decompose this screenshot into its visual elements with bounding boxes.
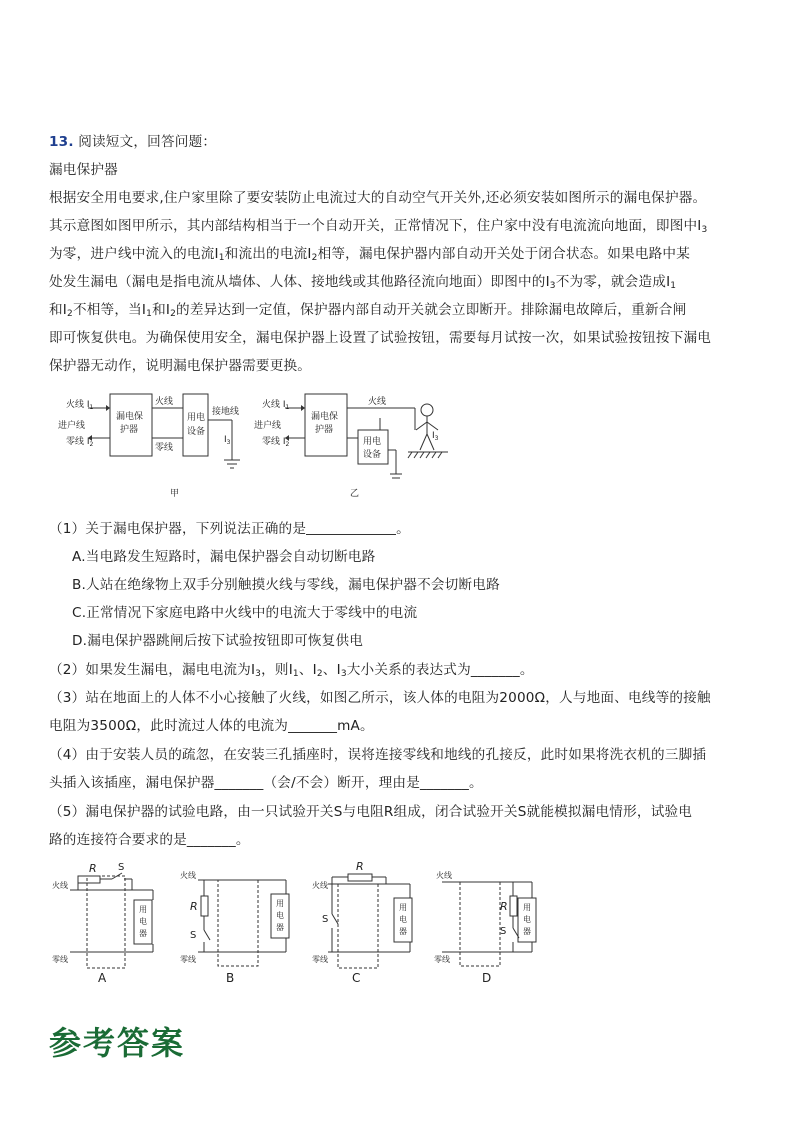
passage-line-3: 为零，进户线中流入的电流$I_1$和流出的电流$I_2$相等，漏电保护器内部自动开关处于闭合状态。如果电路中某 [49, 246, 691, 263]
svg-text:器: 器 [523, 927, 531, 936]
svg-text:护器: 护器 [120, 425, 139, 435]
svg-text:设备: 设备 [363, 450, 382, 460]
svg-text:火线 I1: 火线 $I_1$ [66, 400, 94, 411]
label-d: D [482, 971, 492, 985]
passage-line-1: 根据安全用电要求,住户家里除了要安装防止电流过大的自动空气开关外,还必须安装如图所示的漏电保护器。 [49, 190, 707, 206]
part-5-line-2: 路的连接符合要求的是_______。 [49, 832, 250, 848]
svg-text:用电: 用电 [363, 437, 382, 447]
svg-text:S: S [322, 914, 329, 925]
person-icon [421, 404, 433, 416]
passage-line-2: 其示意图如图甲所示，其内部结构相当于一个自动开关，正常情况下，住户家中没有电流流向地面，即图中$I_3$ [49, 218, 708, 235]
svg-text:零线 I2: 零线 $I_2$ [66, 437, 94, 448]
svg-text:电: 电 [276, 911, 284, 920]
circuit-d-protector [460, 882, 500, 966]
circuit-c-protector [338, 884, 378, 968]
option-b: B.人站在绝缘物上双手分别触摸火线与零线，漏电保护器不会切断电路 [72, 577, 500, 593]
svg-text:火线: 火线 [180, 871, 196, 880]
svg-text:火线: 火线 [368, 397, 387, 407]
passage-line-4: 处发生漏电（漏电是指电流从墙体、人体、接地线或其他路径流向地面）即图中的$I_3$不为零，就会造成$I_1$ [49, 274, 677, 291]
label-a: A [98, 971, 107, 985]
svg-text:用: 用 [523, 903, 531, 912]
question-number: 13. [49, 134, 74, 150]
option-a: A.当电路发生短路时，漏电保护器会自动切断电路 [72, 549, 376, 565]
svg-text:电: 电 [523, 915, 531, 924]
svg-text:R: R [89, 862, 97, 875]
svg-text:S: S [500, 926, 507, 937]
option-d: D.漏电保护器跳闸后按下试验按钮即可恢复供电 [72, 633, 364, 649]
part-4-line-2: 头插入该插座，漏电保护器_______（会/不会）断开，理由是_______。 [49, 775, 483, 791]
part-3-line-1: （3）站在地面上的人体不小心接触了火线，如图乙所示，该人体的电阻为2000Ω，人与地面、电线等的接触 [49, 690, 711, 706]
question-prompt: 阅读短文，回答问题： [78, 134, 217, 150]
part-4-line-1: （4）由于安装人员的疏忽，在安装三孔插座时，误将连接零线和地线的孔接反，此时如果将洗衣机的三脚插 [49, 747, 707, 763]
appliance-box-left [183, 394, 208, 456]
label-c: C [352, 971, 361, 985]
question-header [49, 132, 216, 152]
svg-text:进户线: 进户线 [254, 421, 282, 431]
part-5-line-1: （5）漏电保护器的试验电路，由一只试验开关S与电阻R组成，闭合试验开关S就能模拟漏电情形，试验电 [49, 804, 693, 820]
svg-text:零线: 零线 [180, 955, 196, 964]
svg-text:设备: 设备 [187, 427, 206, 437]
label-b: B [226, 971, 235, 985]
passage-line-7: 保护器无动作，说明漏电保护器需要更换。 [49, 358, 312, 374]
svg-text:火线: 火线 [155, 397, 174, 407]
circuit-d-resistor [510, 896, 517, 916]
svg-text:零线: 零线 [155, 443, 174, 453]
answer-section-title: 参考答案 [49, 1024, 186, 1062]
part-1: （1）关于漏电保护器，下列说法正确的是 。 [49, 521, 410, 537]
svg-text:用: 用 [276, 899, 284, 908]
svg-text:火线: 火线 [312, 881, 328, 890]
svg-text:电: 电 [399, 915, 407, 924]
svg-text:器: 器 [139, 929, 147, 938]
svg-text:S: S [118, 862, 125, 873]
svg-text:零线 I2: 零线 $I_2$ [262, 437, 290, 448]
figure-leakage-protector [50, 392, 470, 504]
svg-text:用电: 用电 [187, 413, 206, 423]
figure-test-circuits [40, 858, 560, 986]
circuit-a-resistor [78, 876, 100, 883]
svg-text:R: R [500, 900, 508, 913]
answer-blank[interactable] [306, 520, 396, 535]
caption-jia: 甲 [170, 489, 180, 499]
svg-text:护器: 护器 [315, 425, 334, 435]
svg-text:用: 用 [139, 905, 147, 914]
caption-yi: 乙 [350, 489, 360, 499]
svg-text:火线: 火线 [436, 871, 452, 880]
svg-text:用: 用 [399, 903, 407, 912]
part-2: （2）如果发生漏电，漏电电流为$I_3$，则$I_1$、$I_2$、$I_3$大小关系的表达式为_______。 [49, 662, 534, 679]
passage-line-6: 即可恢复供电。为确保使用安全，漏电保护器上设置了试验按钮，需要每月试按一次，如果试验按钮按下漏电 [49, 330, 712, 346]
svg-text:进户线: 进户线 [58, 421, 86, 431]
circuit-c-resistor [348, 874, 372, 881]
option-c: C.正常情况下家庭电路中火线中的电流大于零线中的电流 [72, 605, 418, 621]
svg-text:S: S [190, 930, 197, 941]
svg-text:R: R [190, 900, 198, 913]
passage-line-5: 和$I_2$不相等，当$I_1$和$I_2$的差异达到一定值，保护器内部自动开关就会立即断开。排除漏电故障后，重新合闸 [49, 302, 687, 319]
svg-text:零线: 零线 [312, 955, 328, 964]
svg-text:零线: 零线 [52, 955, 68, 964]
svg-text:火线 I1: 火线 $I_1$ [262, 400, 290, 411]
svg-text:器: 器 [276, 923, 284, 932]
passage-heading: 漏电保护器 [49, 162, 118, 178]
svg-text:火线: 火线 [52, 881, 68, 890]
svg-text:I3: $I_3$ [224, 435, 231, 446]
part-3-line-2: 电阻为3500Ω，此时流过人体的电流为_______mA。 [49, 718, 374, 734]
svg-text:I3: $I_3$ [432, 431, 439, 442]
svg-text:R: R [356, 860, 364, 873]
svg-text:漏电保: 漏电保 [116, 412, 144, 422]
svg-text:电: 电 [139, 917, 147, 926]
circuit-b-resistor [201, 896, 208, 916]
svg-text:漏电保: 漏电保 [311, 412, 339, 422]
svg-text:器: 器 [399, 927, 407, 936]
circuit-b-protector [218, 880, 258, 966]
svg-text:接地线: 接地线 [212, 407, 240, 417]
svg-text:零线: 零线 [434, 955, 450, 964]
